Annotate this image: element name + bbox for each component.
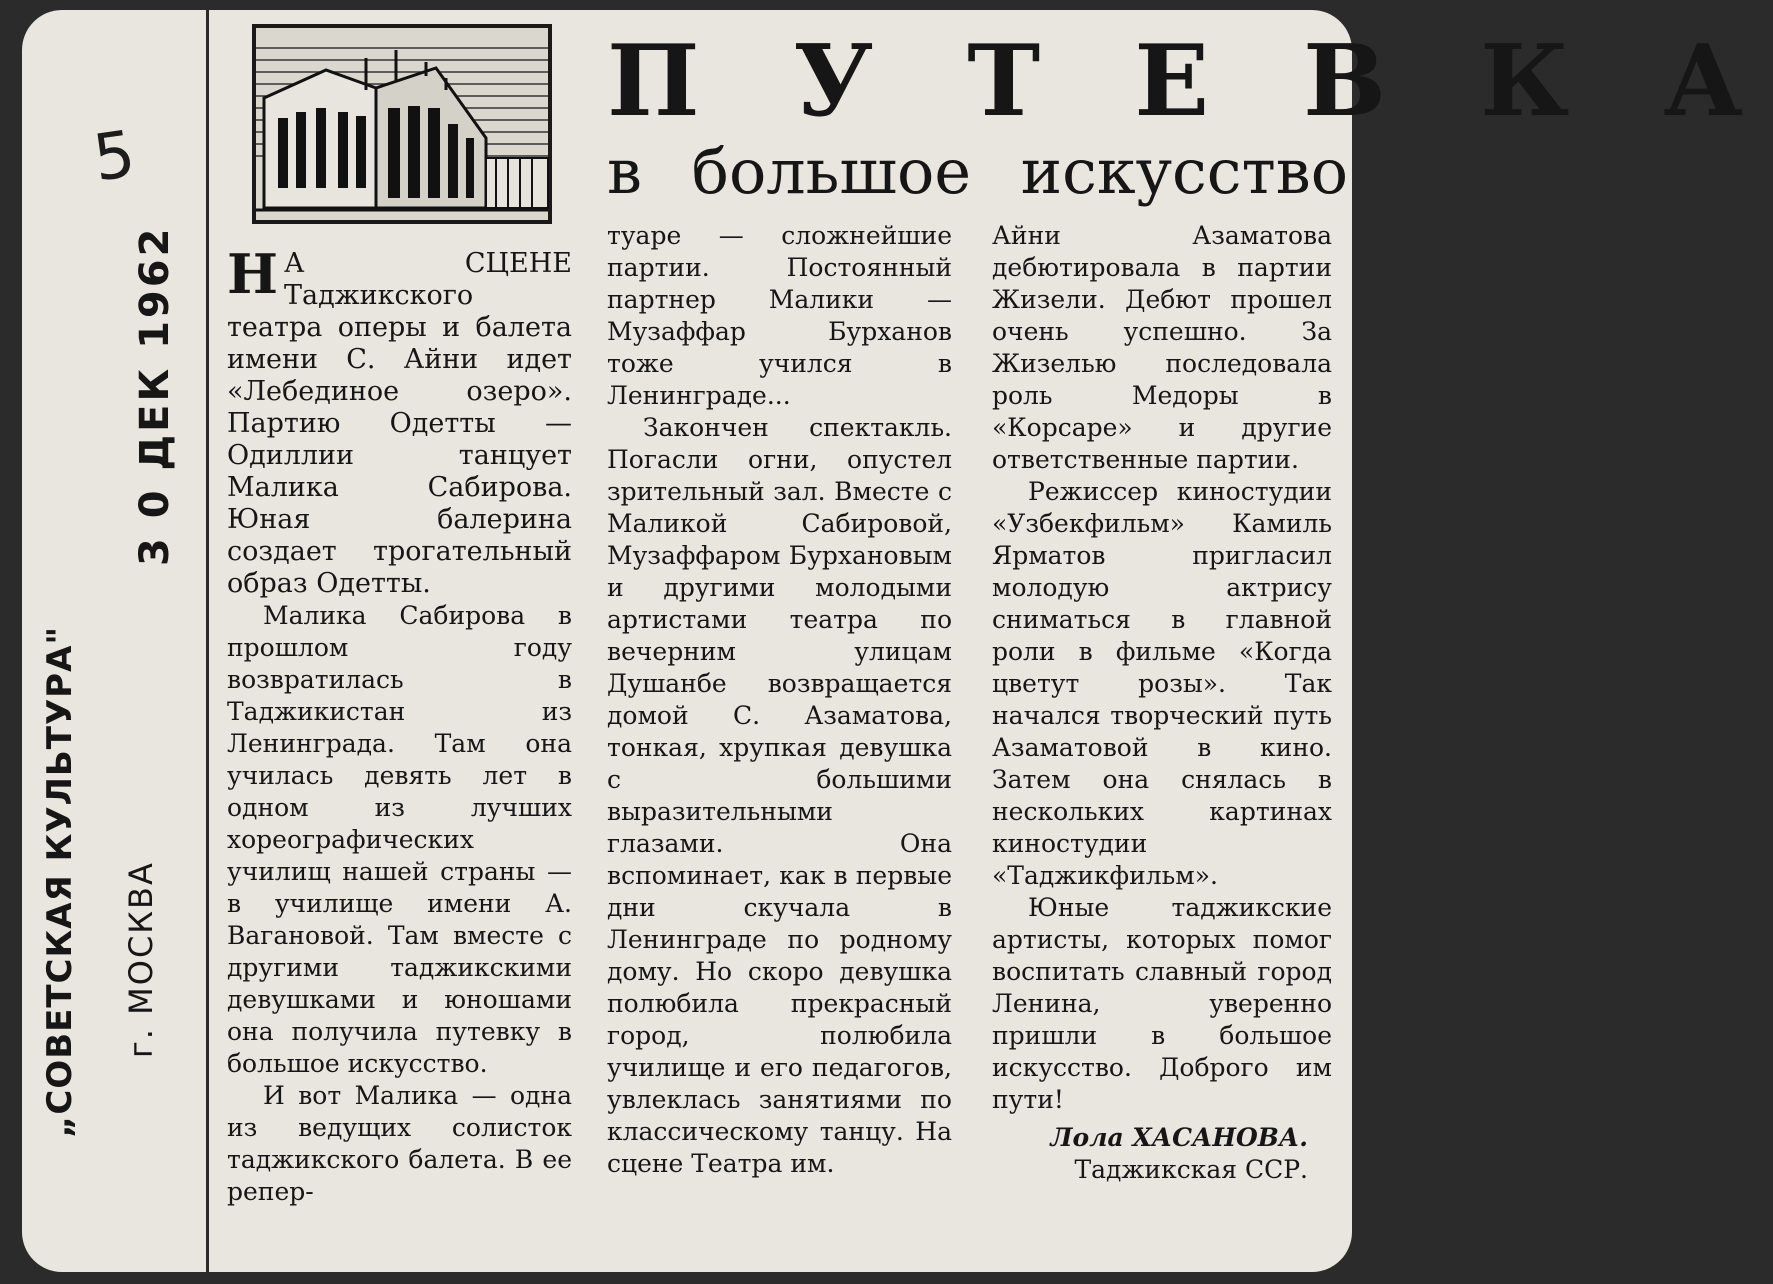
article-subheadline: в большое искусство [607, 135, 1349, 208]
margin-divider [206, 10, 209, 1272]
author-signature: Лола ХАСАНОВА. [1050, 1123, 1308, 1152]
article-paragraph: И вот Малика — одна из ведущих солисток таджикского балета. В ее репер- [227, 1081, 572, 1206]
theatre-illustration [252, 24, 552, 224]
theatre-building-icon [256, 28, 548, 220]
newspaper-clipping [22, 10, 1773, 1272]
article-paragraph: Малика Сабирова в прошлом году возвратилась в Таджикистан из Ленинграда. Там она училась девять лет в одном из лучших хореографических училищ нашей страны — в училище имени А. Вагановой. Там вместе с другими таджикскими девушками и юношами она получила путевку в большое искусство. [227, 601, 572, 1078]
article-paragraph: туаре — сложнейшие партии. Постоянный партнер Малики — Музаффар Бурханов тоже учился в Ленинграде... [607, 221, 952, 410]
article-paragraph: Айни Азаматова дебютировала в партии Жизели. Дебют прошел очень успешно. За Жизелью последовала роль Медоры в «Корсаре» и другие ответственные партии. [992, 221, 1332, 474]
article-column-3 [992, 220, 1332, 1186]
drop-cap: Н [227, 242, 279, 306]
newspaper-name-stamp: „СОВЕТСКАЯ КУЛЬТУРА" [40, 625, 80, 1138]
author-region: Таджикская ССР. [1074, 1155, 1308, 1184]
article-column-2 [607, 220, 952, 1180]
clipping-date-stamp: 3 0 ДЕК 1962 [132, 225, 178, 566]
clipping-margin [22, 10, 212, 1272]
city-stamp: г. МОСКВА [122, 861, 160, 1058]
article-column-1 [227, 242, 572, 1208]
article-paragraph: Юные таджикские артисты, которых помог воспитать славный город Ленина, уверенно пришли в большое искусство. Доброго им пути! [992, 893, 1332, 1114]
article-headline: П У Т Е В К А [607, 24, 1773, 139]
article-paragraph [227, 242, 572, 600]
article-paragraph: Закончен спектакль. Погасли огни, опустел зрительный зал. Вместе с Маликой Сабировой, Музаффаром Бурхановым и другими молодыми артистами театра по вечерним улицам Душанбе возвращается домой С. Азаматова, тонкая, хрупкая девушка с большими выразительными глазами. Она вспоминает, как в первые дни скучала в Ленинграде по родному дому. Но скоро девушка полюбила прекрасный город, полюбила училище и его педагогов, увлеклась занятиями по классическому танцу. На сцене Театра им. [607, 413, 952, 1178]
article-paragraph: Режиссер киностудии «Узбекфильм» Камиль Ярматов пригласил молодую актрису сниматься в главной роли в фильме «Когда цветут розы». Так начался творческий путь Азаматовой в кино. Затем она снялась в нескольких картинах киностудии «Таджикфильм». [992, 477, 1332, 890]
paragraph-text: А СЦЕНЕ Таджикского театра оперы и балета имени С. Айни идет «Лебединое озеро». Партию Одетты — Одиллии танцует Малика Сабирова. Юная балерина создает трогательный образ Одетты. [227, 248, 572, 599]
pencil-mark: 5 [89, 117, 140, 197]
